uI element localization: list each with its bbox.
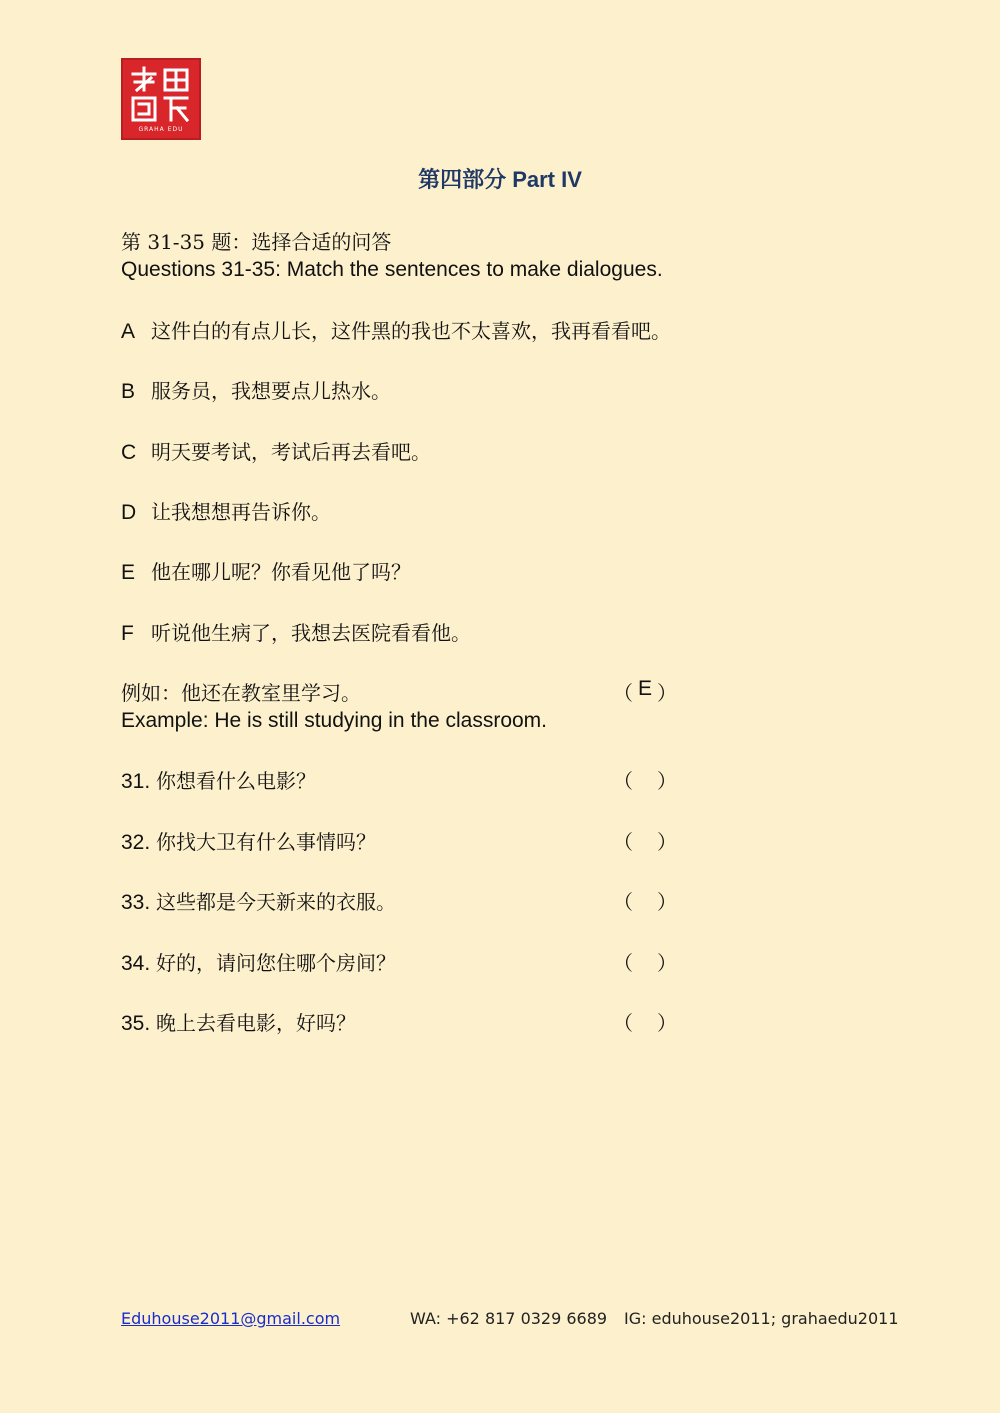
option-letter: B: [121, 380, 136, 403]
answer-box-34[interactable]: [613, 947, 677, 976]
close-paren: ）: [657, 890, 677, 914]
option-letter: A: [121, 320, 136, 343]
question-text: 你找大卫有什么事情吗？: [156, 830, 377, 854]
question-33: [121, 886, 396, 915]
email-link[interactable]: Eduhouse2011@gmail.com: [121, 1309, 341, 1328]
option-a: [121, 315, 671, 344]
example-answer-box: [613, 677, 677, 706]
open-paren: （: [613, 890, 633, 914]
footer-email[interactable]: [121, 1309, 340, 1328]
answer-box-33[interactable]: [613, 886, 677, 915]
footer-whatsapp: WA: +62 817 0329 6689: [410, 1309, 608, 1328]
close-paren: ）: [657, 830, 677, 854]
option-text: 他在哪儿呢？你看见他了吗？: [151, 560, 411, 584]
open-paren: （: [613, 830, 633, 854]
option-letter: D: [121, 501, 137, 524]
close-paren: ）: [656, 681, 677, 705]
question-34: [121, 947, 396, 976]
question-31: [121, 765, 316, 794]
open-paren: （: [613, 681, 633, 705]
option-text: 明天要考试，考试后再去看吧。: [151, 440, 431, 464]
example-answer: E: [637, 677, 652, 700]
question-text: 你想看什么电影？: [156, 769, 317, 793]
open-paren: （: [613, 1011, 633, 1035]
option-c: [121, 436, 431, 465]
answer-box-32[interactable]: [613, 826, 677, 855]
question-number: 34.: [121, 952, 151, 975]
question-32: [121, 826, 376, 855]
option-text: 听说他生病了，我想去医院看看他。: [151, 621, 471, 645]
close-paren: ）: [657, 1011, 677, 1035]
question-number: 31.: [121, 770, 151, 793]
logo: [121, 58, 201, 140]
question-text: 好的，请问您住哪个房间？: [156, 951, 397, 975]
answer-box-35[interactable]: [613, 1007, 677, 1036]
question-text: 晚上去看电影，好吗？: [156, 1011, 357, 1035]
option-text: 服务员，我想要点儿热水。: [151, 379, 391, 403]
example-en: Example: He is still studying in the classroom.: [121, 709, 547, 732]
open-paren: （: [613, 951, 633, 975]
question-text: 这些都是今天新来的衣服。: [156, 890, 397, 914]
question-number: 33.: [121, 891, 151, 914]
option-e: [121, 556, 411, 585]
option-text: 让我想想再告诉你。: [151, 500, 331, 524]
option-d: [121, 496, 331, 525]
option-letter: C: [121, 441, 137, 464]
question-35: [121, 1007, 356, 1036]
example-cn: 例如：他还在教室里学习。: [121, 681, 361, 705]
instructions-en: Questions 31-35: Match the sentences to make dialogues.: [121, 258, 663, 281]
option-letter: E: [121, 561, 136, 584]
option-b: [121, 375, 391, 404]
question-number: 32.: [121, 831, 151, 854]
option-text: 这件白的有点儿长，这件黑的我也不太喜欢，我再看看吧。: [151, 319, 671, 343]
option-f: [121, 617, 471, 646]
close-paren: ）: [657, 951, 677, 975]
instructions-cn: 第 31-35 题：选择合适的问答: [121, 230, 392, 254]
footer-instagram: IG: eduhouse2011; grahaedu2011: [624, 1309, 899, 1328]
question-number: 35.: [121, 1012, 151, 1035]
open-paren: （: [613, 769, 633, 793]
option-letter: F: [121, 622, 134, 645]
page-title: 第四部分 Part IV: [418, 167, 582, 192]
close-paren: ）: [657, 769, 677, 793]
answer-box-31[interactable]: [613, 765, 677, 794]
logo-caption: GRAHA EDU: [138, 126, 184, 133]
